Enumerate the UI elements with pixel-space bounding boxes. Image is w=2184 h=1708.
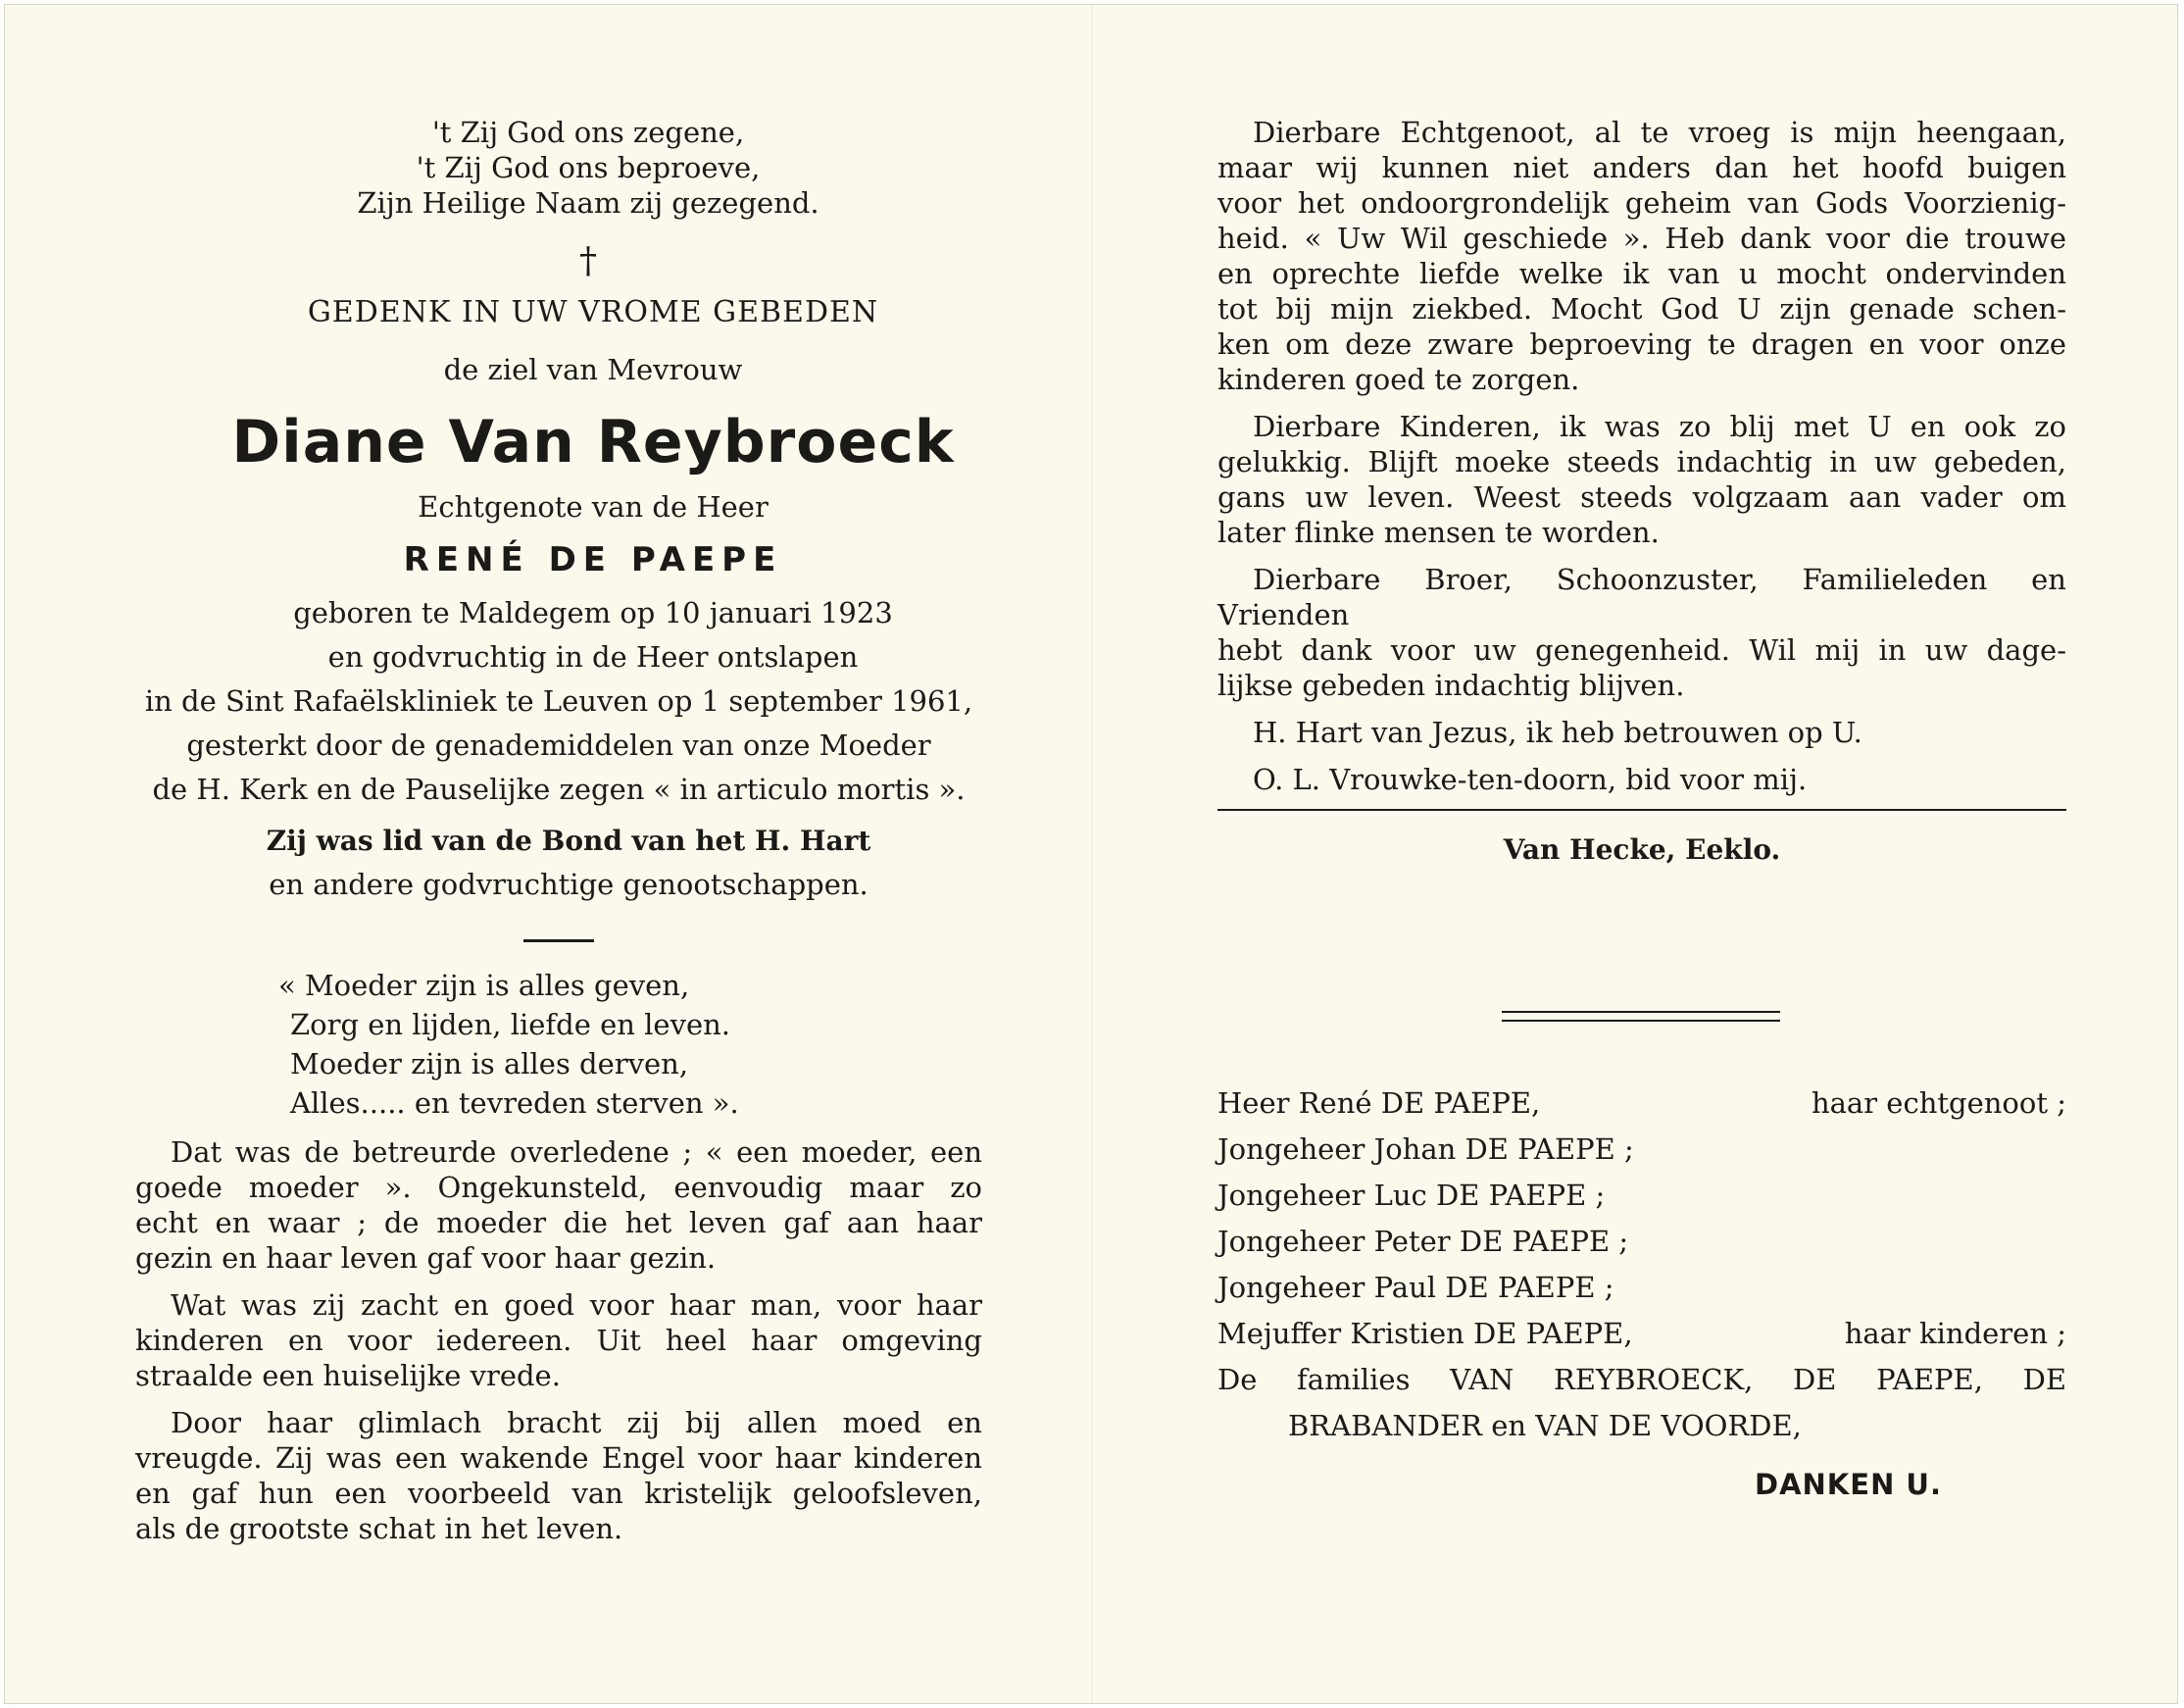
double-rule bbox=[1502, 1011, 1780, 1022]
bio-line: geboren te Maldegem op 10 januari 1923 bbox=[293, 596, 893, 629]
family-row bbox=[1217, 1265, 2066, 1311]
families-line: BRABANDER en VAN DE VOORDE, bbox=[1288, 1409, 1802, 1442]
biography bbox=[135, 591, 982, 812]
text-line: tot bij mijn ziekbed. Mocht God U zijn genade schen- bbox=[1217, 292, 2066, 326]
family-row bbox=[1217, 1311, 2066, 1357]
poem-line: « Moeder zijn is alles geven, bbox=[278, 969, 690, 1002]
left-paragraphs bbox=[135, 1134, 982, 1546]
paragraph bbox=[1217, 409, 2066, 550]
text-line: Dierbare Kinderen, ik was zo blij met U en ook zo bbox=[1253, 410, 2066, 443]
cross-symbol: † bbox=[579, 241, 597, 281]
family-member: Jongeheer Paul DE PAEPE ; bbox=[1217, 1271, 1614, 1304]
de-ziel-line: de ziel van Mevrouw bbox=[443, 353, 743, 386]
poem bbox=[135, 966, 982, 1123]
text-line: heid. « Uw Wil geschiede ». Heb dank voor die trouwe bbox=[1217, 222, 2066, 255]
text-line: en gaf hun een voorbeeld van kristelijk geloofsleven, bbox=[135, 1477, 982, 1510]
bio-line: gesterkt door de genademiddelen van onze Moeder bbox=[186, 728, 931, 762]
text-line: gans uw leven. Weest steeds volgzaam aan vader om bbox=[1217, 480, 2066, 514]
poem-line: Zorg en lijden, liefde en leven. bbox=[290, 1008, 731, 1041]
text-line: Dat was de betreurde overledene ; « een moeder, een bbox=[171, 1135, 982, 1169]
text-line: Wat was zij zacht en goed voor haar man, voor haar bbox=[171, 1288, 982, 1322]
family-member: Heer René DE PAEPE, bbox=[1217, 1086, 1541, 1120]
husband-name: RENÉ DE PAEPE bbox=[403, 540, 783, 579]
verse-line: 't Zij God ons zegene, bbox=[431, 116, 745, 149]
text-line: en oprechte liefde welke ik van u mocht ondervinden bbox=[1217, 257, 2066, 290]
families-line: De families VAN REYBROECK, DE PAEPE, DE bbox=[1217, 1363, 2066, 1396]
paragraph bbox=[135, 1134, 982, 1276]
verse bbox=[135, 115, 982, 221]
divider bbox=[523, 939, 594, 942]
paragraph bbox=[135, 1405, 982, 1546]
family-row bbox=[1217, 1219, 2066, 1265]
poem-line: Alles..... en tevreden sterven ». bbox=[290, 1086, 739, 1120]
right-page bbox=[1217, 115, 2066, 1504]
text-line: gezin en haar leven gaf voor haar gezin. bbox=[135, 1241, 717, 1275]
text-line: Dierbare Echtgenoot, al te vroeg is mijn heengaan, bbox=[1253, 116, 2066, 149]
paragraph bbox=[135, 1287, 982, 1393]
bio-line: de H. Kerk en de Pauselijke zegen « in articulo mortis ». bbox=[152, 773, 966, 806]
family-list bbox=[1217, 1080, 2066, 1449]
bio-line: in de Sint Rafaëlskliniek te Leuven op 1 september 1961, bbox=[144, 684, 973, 718]
family-member: Mejuffer Kristien DE PAEPE, bbox=[1217, 1317, 1633, 1350]
card-fold bbox=[1091, 5, 1093, 1703]
family-member: Jongeheer Luc DE PAEPE ; bbox=[1217, 1179, 1606, 1212]
family-role: haar kinderen ; bbox=[1844, 1317, 2066, 1350]
verse-line: Zijn Heilige Naam zij gezegend. bbox=[357, 186, 819, 220]
paragraph bbox=[1217, 115, 2066, 397]
text-line: O. L. Vrouwke-ten-doorn, bid voor mij. bbox=[1253, 763, 1808, 796]
poem-line: Moeder zijn is alles derven, bbox=[290, 1047, 689, 1080]
echtgenote-line: Echtgenote van de Heer bbox=[418, 490, 769, 524]
paragraph bbox=[1217, 562, 2066, 703]
text-line: ken om deze zware beproeving te dragen en voor onze bbox=[1217, 327, 2066, 361]
separator-line bbox=[1217, 809, 2066, 811]
text-line: later flinke mensen te worden. bbox=[1217, 516, 1660, 549]
printer-credit: Van Hecke, Eeklo. bbox=[1503, 833, 1781, 866]
text-line: echt en waar ; de moeder die het leven gaf aan haar bbox=[135, 1206, 982, 1239]
text-line: voor het ondoorgrondelijk geheim van Gods Voorzienig- bbox=[1217, 186, 2066, 220]
family-row bbox=[1217, 1127, 2066, 1173]
text-line: kinderen en voor iedereen. Uit heel haar omgeving bbox=[135, 1324, 982, 1357]
andere-line: en andere godvruchtige genootschappen. bbox=[269, 868, 869, 901]
memorial-card bbox=[4, 4, 2178, 1704]
family-member: Jongeheer Johan DE PAEPE ; bbox=[1217, 1132, 1634, 1166]
text-line: H. Hart van Jezus, ik heb betrouwen op U. bbox=[1253, 716, 1862, 749]
text-line: gelukkig. Blijft moeke steeds indachtig in uw gebeden, bbox=[1217, 445, 2066, 478]
family-member: Jongeheer Peter DE PAEPE ; bbox=[1217, 1225, 1629, 1258]
text-line: lijkse gebeden indachtig blijven. bbox=[1217, 669, 1685, 702]
text-line: goede moeder ». Ongekunsteld, eenvoudig maar zo bbox=[135, 1171, 982, 1204]
family-row bbox=[1217, 1080, 2066, 1127]
text-line: kinderen goed te zorgen. bbox=[1217, 363, 1580, 396]
family-role: haar echtgenoot ; bbox=[1811, 1086, 2066, 1120]
paragraph bbox=[1217, 762, 2066, 797]
text-line: maar wij kunnen niet anders dan het hoofd buigen bbox=[1217, 151, 2066, 184]
gedenk-heading: GEDENK IN UW VROME GEBEDEN bbox=[307, 295, 879, 329]
text-line: als de grootste schat in het leven. bbox=[135, 1512, 623, 1545]
danken-u: DANKEN U. bbox=[1755, 1468, 1943, 1501]
deceased-name: Diane Van Reybroeck bbox=[231, 408, 955, 477]
text-line: straalde een huiselijke vrede. bbox=[135, 1359, 561, 1392]
text-line: Dierbare Broer, Schoonzuster, Familieleden en Vrienden bbox=[1217, 563, 2066, 631]
text-line: vreugde. Zij was een wakende Engel voor haar kinderen bbox=[135, 1441, 982, 1475]
text-line: Door haar glimlach bracht zij bij allen moed en bbox=[171, 1406, 982, 1439]
bio-line: en godvruchtig in de Heer ontslapen bbox=[327, 640, 859, 674]
bond-line: Zij was lid van de Bond van het H. Hart bbox=[266, 825, 871, 857]
left-page bbox=[135, 115, 982, 1558]
paragraph bbox=[1217, 715, 2066, 750]
verse-line: 't Zij God ons beproeve, bbox=[416, 151, 761, 184]
family-row bbox=[1217, 1173, 2066, 1219]
text-line: hebt dank voor uw genegenheid. Wil mij in uw dage- bbox=[1217, 633, 2066, 667]
